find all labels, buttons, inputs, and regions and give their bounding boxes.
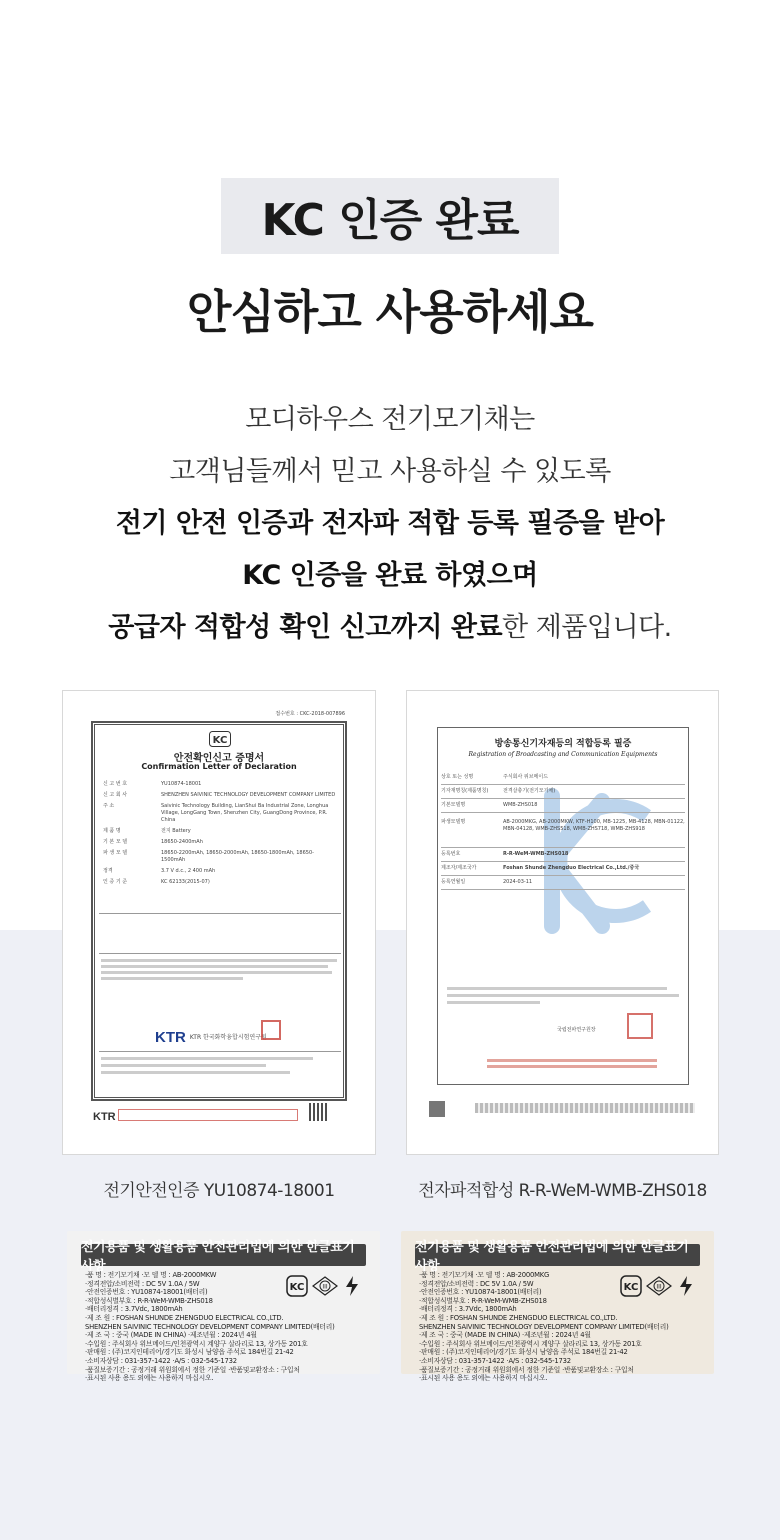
certificate-caption: 전기안전인증 YU10874-18001 [103, 1181, 335, 1201]
text-placeholder [101, 1064, 266, 1067]
label-heading: 전기용품 및 생활용품 안전관리법에 의한 한글표기사항 [81, 1244, 366, 1266]
field-value: 2024-03-11 [503, 879, 533, 885]
svg-text:KC: KC [289, 1282, 305, 1293]
certificate-caption: 전자파적합성 R-R-WeM-WMB-ZHS018 [418, 1181, 707, 1201]
field-value: R-R-WeM-WMB-ZHS018 [503, 851, 569, 857]
field-value: Saivinic Technology Building, LianShui Ba Industrial Zone, Longhua Village, LongGang Town, Shenzhen City, GuangDong Province, P.R. China [161, 803, 329, 823]
description-line: KC 인증을 완료 하였으며 [242, 560, 538, 591]
label-line: ·수입원 : 주식회사 위브메이드/인천광역시 계양구 살라리로 13, 상가동 201호 [419, 1339, 642, 1348]
label-line: ·표시된 사용 용도 외에는 사용하지 마십시오. [85, 1374, 214, 1383]
field-value: 18650-2200mAh, 18650-2000mAh, 18650-1800mAh, 18650-1500mAh [161, 850, 314, 863]
certificate-title-ko: 방송통신기자재등의 적합등록 필증 [494, 739, 632, 749]
label-line: SHENZHEN SAIVINIC TECHNOLOGY DEVELOPMENT COMPANY LIMITED(배터리) [419, 1322, 669, 1331]
red-notice-line [487, 1059, 657, 1062]
qr-code-icon [309, 1103, 327, 1121]
high-voltage-icon [342, 1275, 362, 1297]
issuer-name: KTR 한국화학융합시험연구원 [189, 1034, 267, 1041]
label-line: ·정격전압/소비전력 : DC 5V 1.0A / 5W [419, 1279, 534, 1288]
label-line: ·판매원 : (주)코지인테리어/경기도 화성시 남양읍 주석로 184번길 21-42 [419, 1348, 628, 1357]
certificate-fields [103, 781, 338, 890]
description-block [0, 394, 780, 654]
field-row [103, 803, 338, 824]
field-label: 기본모델명 [441, 802, 466, 808]
label-icons [620, 1275, 696, 1297]
description-line: 모디하우스 전기모기채는 [245, 404, 535, 435]
field-value: YU10874-18001 [161, 781, 202, 787]
barcode-strip-icon [475, 1103, 695, 1113]
label-line: ·제 조 국 : 중국 (MADE IN CHINA) ·제조년월 : 2024년 4월 [85, 1331, 257, 1340]
label-line: ·제 조 원 : FOSHAN SHUNDE ZHENGDUO ELECTRICAL CO.,LTD. [419, 1313, 618, 1322]
label-heading: 전기용품 및 생활용품 안전관리법에 의한 한글표기사항 [415, 1244, 700, 1266]
doc-number: 접수번호 : CKC-2018-007896 [275, 711, 345, 717]
description-line: 고객님들께서 믿고 사용하실 수 있도록 [169, 456, 611, 487]
field-value: AB-2000MKG, AB-2000MKW, KTF-H100, MB-1225, MB-4128, MBN-01122, MBN-04128, WMB-ZHS518, WMB-ZHS718, WMB-ZHS918 [503, 819, 685, 832]
description-line: 전기 안전 인증과 전자파 적합 등록 필증을 받아 [115, 508, 665, 539]
field-row [103, 868, 338, 875]
label-line: ·품 명 : 전기모기채 ·모 델 명 : AB-2000MKG [419, 1271, 550, 1279]
label-line: ·소비자상담 : 031-357-1422 ·A/S : 032-545-1732 [85, 1356, 237, 1365]
field-label: 기 본 모 델 [103, 839, 128, 845]
official-stamp-icon [627, 1013, 653, 1039]
description-emphasis: 공급자 적합성 확인 신고까지 완료 [108, 612, 503, 643]
field-label: 파생모델명 [441, 819, 466, 825]
certificate-fields [441, 771, 685, 890]
field-row [103, 850, 338, 864]
description-tail: 한 제품입니다. [502, 612, 672, 643]
text-placeholder [101, 959, 337, 962]
field-label: 상호 또는 성명 [441, 774, 474, 780]
divider [99, 953, 341, 954]
label-line: ·소비자상담 : 031-357-1422 ·A/S : 032-545-1732 [419, 1356, 571, 1365]
kc-logo-icon [286, 1275, 308, 1297]
ktr-issuer-logo [155, 1029, 267, 1046]
field-value: 18650-2400mAh [161, 839, 203, 845]
divider [99, 1051, 341, 1052]
text-placeholder [101, 971, 332, 974]
field-row [441, 876, 685, 890]
field-value: Foshan Shunde Zhengduo Electrical Co.,Ltd./중국 [503, 865, 640, 871]
class-three-icon [312, 1276, 338, 1296]
field-value: 주식회사 위브메이드 [503, 774, 549, 780]
field-row [441, 862, 685, 876]
label-icons [286, 1275, 362, 1297]
certificate-title-en: Confirmation Letter of Declaration [141, 762, 297, 771]
divider [99, 913, 341, 914]
label-line: ·안전인증번호 : YU10874-18001(배터리) [85, 1288, 208, 1297]
red-notice-box [118, 1109, 298, 1121]
field-value: 전지 Battery [161, 828, 191, 834]
field-label: 등록연월일 [441, 879, 466, 885]
issuer-name: 국립전파연구원장 [557, 1027, 596, 1033]
text-placeholder [447, 1001, 540, 1004]
field-row [103, 828, 338, 835]
label-line: ·제 조 국 : 중국 (MADE IN CHINA) ·제조년월 : 2024년 4월 [419, 1331, 591, 1340]
field-value: SHENZHEN SAIVINIC TECHNOLOGY DEVELOPMENT COMPANY LIMITED [161, 792, 336, 798]
text-placeholder [101, 965, 328, 968]
field-value: WMB-ZHS018 [503, 802, 538, 808]
svg-text:KC: KC [623, 1282, 639, 1293]
ktr-footer-logo-icon: KTR [93, 1111, 116, 1123]
high-voltage-icon [676, 1275, 696, 1297]
field-label: 제 품 명 [103, 828, 121, 834]
text-placeholder [101, 1057, 313, 1060]
emc-registration-document [406, 690, 719, 1155]
label-line: ·품 명 : 전기모기채 ·모 델 명 : AB-2000MKW [85, 1271, 217, 1279]
fineprint-block [447, 987, 679, 1008]
class-three-icon [646, 1276, 672, 1296]
kc-logo-icon [620, 1275, 642, 1297]
kc-certification-badge: KC 인증 완료 [221, 178, 559, 254]
label-line: ·배터리정격 : 3.7Vdc, 1800mAh [419, 1305, 517, 1314]
fineprint-block [101, 959, 337, 983]
field-label: 신 고 회 사 [103, 792, 128, 798]
label-line: ·정격전압/소비전력 : DC 5V 1.0A / 5W [85, 1279, 200, 1288]
field-label: 신 고 번 호 [103, 781, 128, 787]
svg-text:KC: KC [212, 735, 228, 746]
field-label: 기자재명칭(제품명칭) [441, 788, 489, 794]
field-row [441, 799, 685, 813]
field-row [441, 848, 685, 862]
certificate-title-ko: 안전확인신고 증명서 [173, 753, 265, 764]
label-line: SHENZHEN SAIVINIC TECHNOLOGY DEVELOPMENT COMPANY LIMITED(배터리) [85, 1322, 335, 1331]
field-row [103, 879, 338, 886]
description-line [0, 602, 780, 654]
field-row [441, 785, 685, 799]
ktr-logo-icon: KTR [155, 1029, 186, 1046]
product-label-white [67, 1231, 380, 1383]
field-label: 인 증 기 준 [103, 879, 128, 885]
label-line: ·적합성식별부호 : R-R-WeM-WMB-ZHS018 [85, 1296, 213, 1305]
label-line: ·수입원 : 주식회사 위브메이드/인천광역시 계양구 살라리로 13, 상가동 201호 [85, 1339, 308, 1348]
product-label-beige [401, 1231, 714, 1383]
certificate-title-en: Registration of Broadcasting and Communication Equipments [468, 751, 658, 758]
field-row [441, 771, 685, 785]
label-line: ·안전인증번호 : YU10874-18001(배터리) [419, 1288, 542, 1297]
field-value: 3.7 V d.c., 2 400 mAh [161, 868, 216, 874]
text-placeholder [101, 1071, 290, 1074]
page-headline: 안심하고 사용하세요 [187, 285, 593, 339]
field-label: 등록번호 [441, 851, 461, 857]
field-row [441, 813, 685, 848]
fineprint-block [101, 1057, 337, 1078]
svg-text:III: III [656, 1283, 662, 1291]
label-line: ·품질보증기간 : 공정거래 위원회에서 정한 기준일 ·반품및교환장소 : 구입처 [85, 1365, 300, 1374]
label-line: ·제 조 원 : FOSHAN SHUNDE ZHENGDUO ELECTRICAL CO.,LTD. [85, 1313, 284, 1322]
field-row [103, 781, 338, 788]
label-line: ·판매원 : (주)코지인테리어/경기도 화성시 남양읍 주석로 184번길 21-42 [85, 1348, 294, 1357]
field-value: KC 62133(2015-07) [161, 879, 210, 885]
field-label: 제조자/제조국가 [441, 865, 477, 871]
red-notice-line [487, 1065, 657, 1068]
field-label: 파 생 모 델 [103, 850, 128, 856]
safety-certificate-document [62, 690, 376, 1155]
label-line: ·표시된 사용 용도 외에는 사용하지 마십시오. [419, 1374, 548, 1383]
official-stamp-icon [261, 1020, 281, 1040]
text-placeholder [447, 994, 679, 997]
text-placeholder [101, 977, 243, 980]
svg-text:III: III [322, 1283, 328, 1291]
field-row [103, 839, 338, 846]
label-line: ·적합성식별부호 : R-R-WeM-WMB-ZHS018 [419, 1296, 547, 1305]
field-label: 정격 [103, 868, 113, 874]
kc-logo-icon [209, 731, 231, 747]
field-row [103, 792, 338, 799]
field-label: 주 소 [103, 803, 115, 809]
field-value: 전격살충기(전기모기채) [503, 788, 556, 794]
text-placeholder [447, 987, 667, 990]
corner-mark-icon [429, 1101, 445, 1117]
label-line: ·품질보증기간 : 공정거래 위원회에서 정한 기준일 ·반품및교환장소 : 구입처 [419, 1365, 634, 1374]
label-line: ·배터리정격 : 3.7Vdc, 1800mAh [85, 1305, 183, 1314]
